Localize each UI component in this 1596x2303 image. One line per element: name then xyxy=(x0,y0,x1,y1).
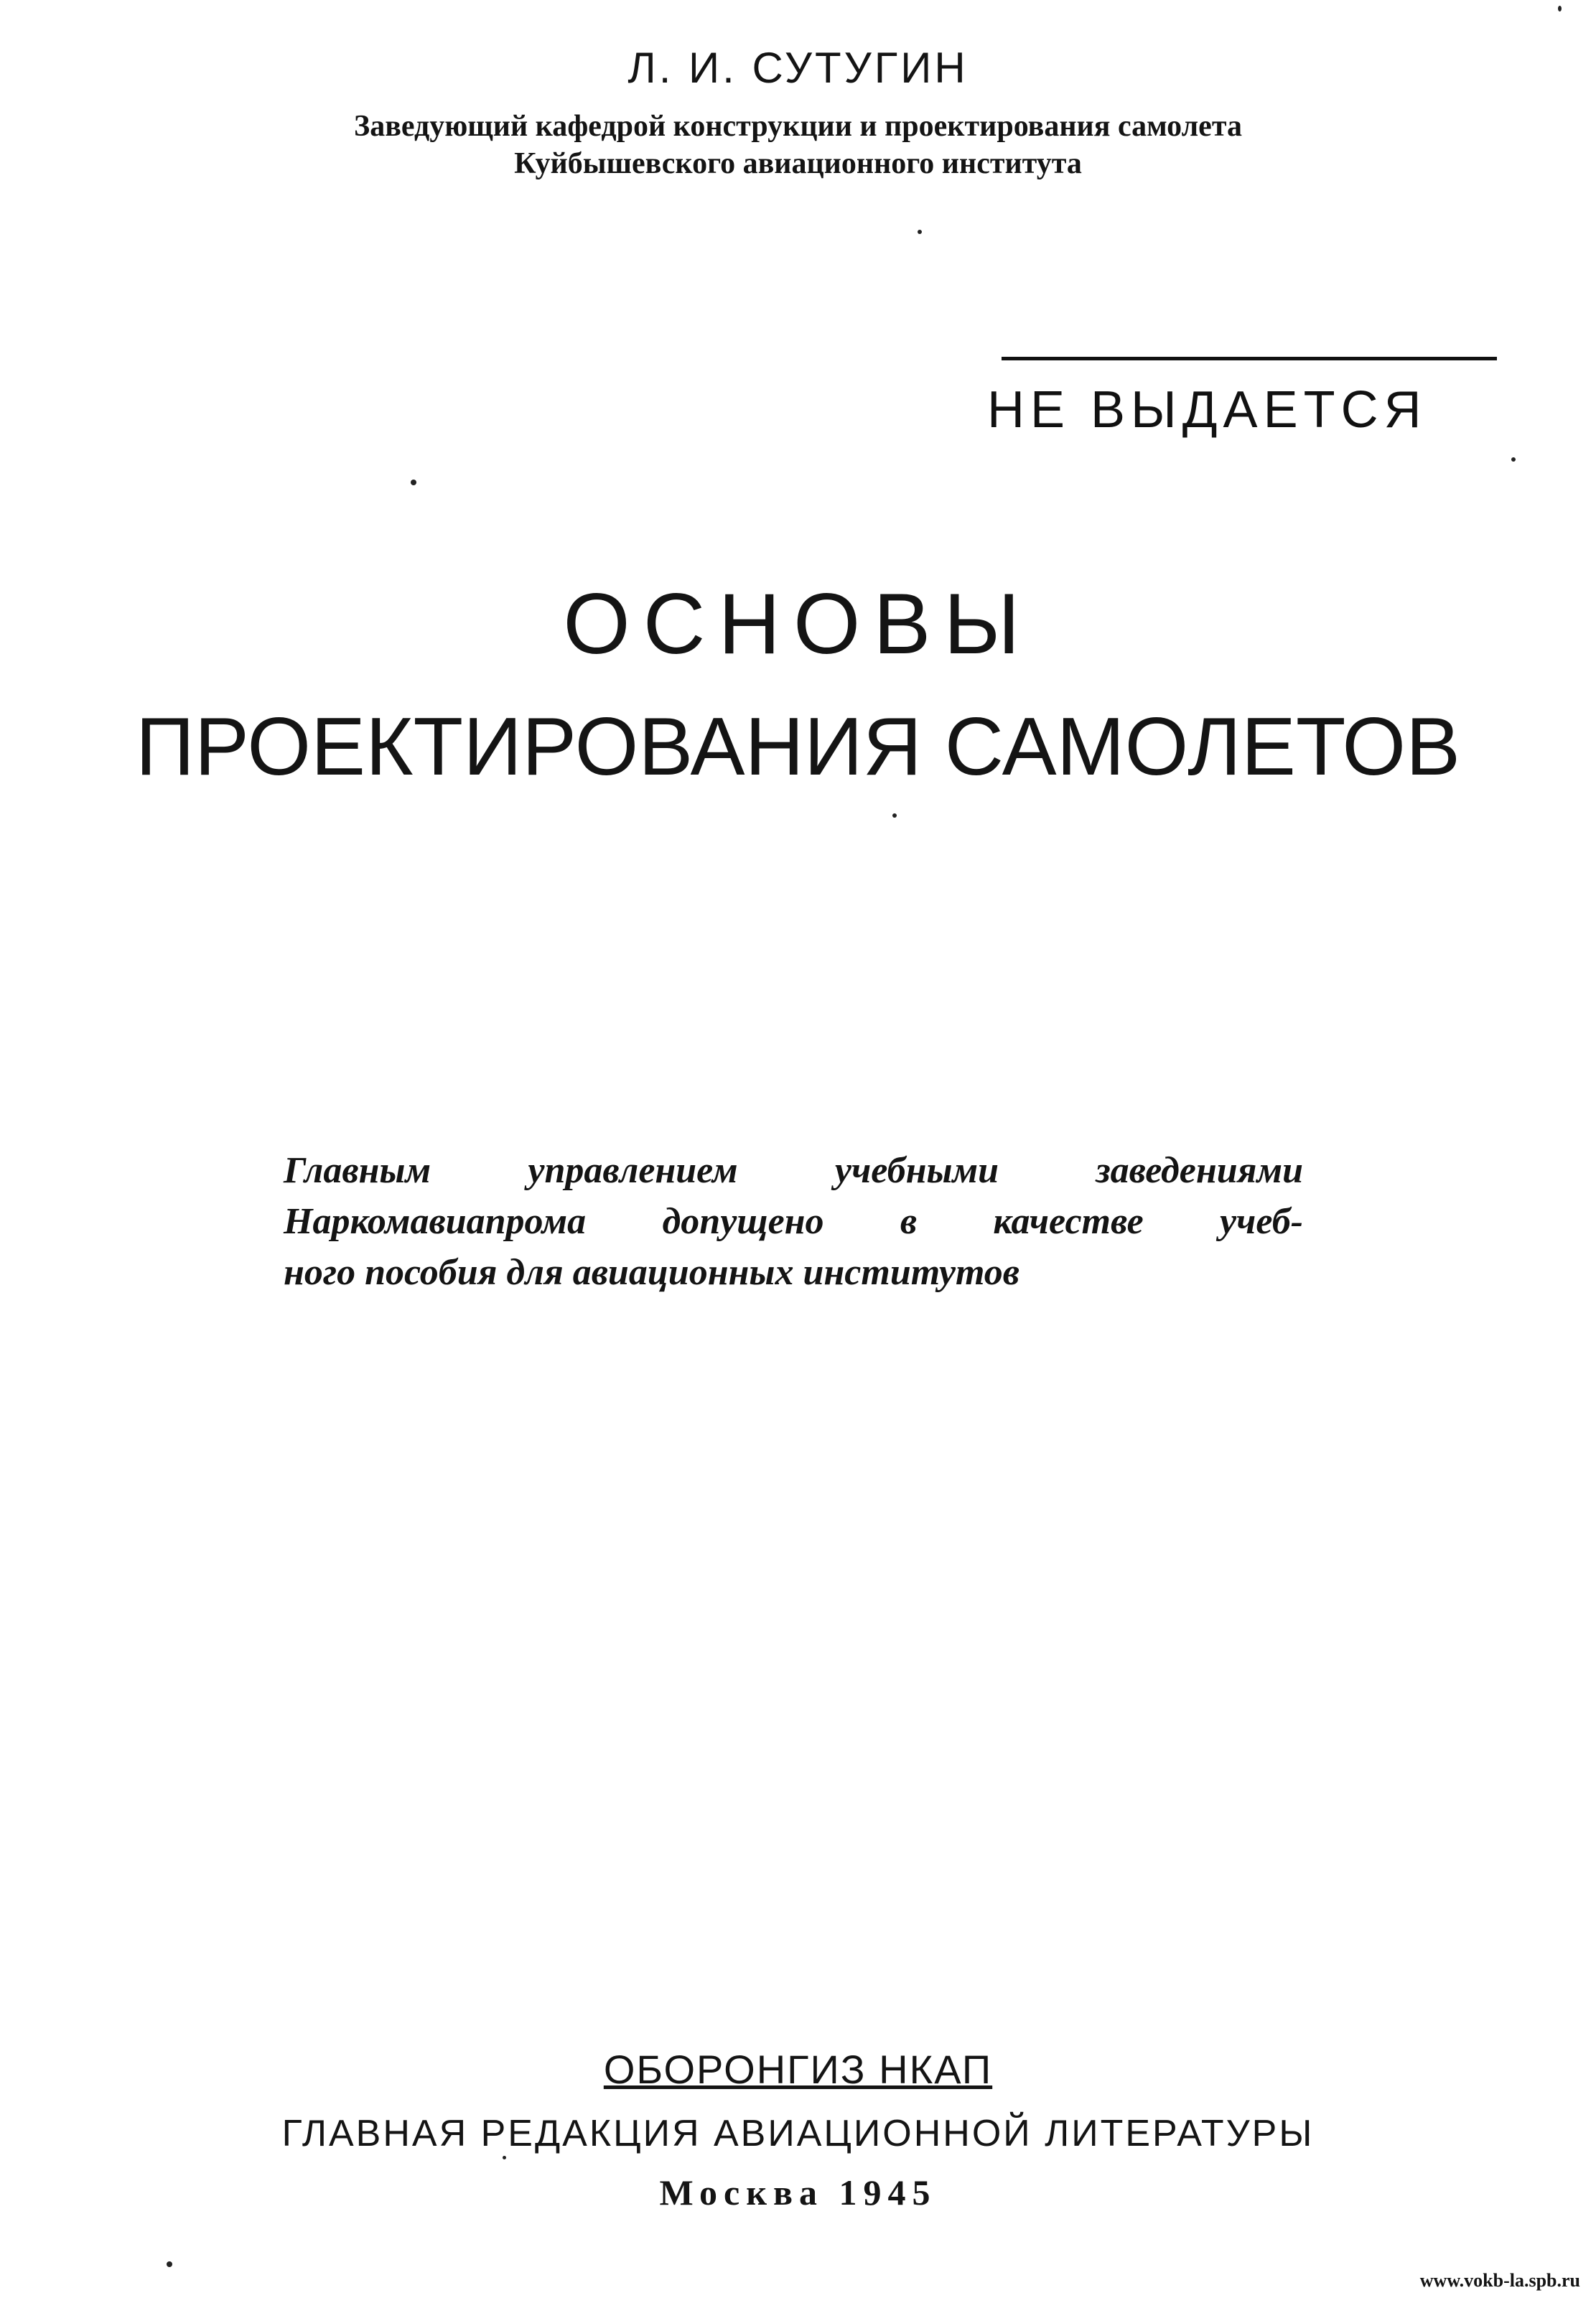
scan-speck xyxy=(167,2261,172,2267)
scan-speck xyxy=(892,813,897,818)
publisher-name: ОБОРОНГИЗ НКАП xyxy=(603,2047,993,2092)
book-title-line-2: ПРОЕКТИРОВАНИЯ САМОЛЕТОВ xyxy=(135,701,1461,793)
library-stamp: НЕ ВЫДАЕТСЯ xyxy=(987,381,1427,439)
approval-line-1: Главным управлением учебными заведениями xyxy=(284,1150,1303,1191)
author-name: Л. И. СУТУГИН xyxy=(627,44,969,92)
book-title-line-1: ОСНОВЫ xyxy=(563,576,1033,672)
approval-notice xyxy=(284,1145,1303,1298)
approval-line-3: ного пособия для авиационных институтов xyxy=(284,1252,1019,1293)
scan-speck xyxy=(1511,457,1516,462)
affiliation-line-2: Куйбышевского авиационного института xyxy=(514,147,1082,180)
author-affiliation xyxy=(0,108,1596,182)
affiliation-line-1: Заведующий кафедрой конструкции и проектирования самолета xyxy=(354,110,1242,143)
scan-speck xyxy=(411,480,416,485)
scan-speck xyxy=(918,230,922,234)
scan-speck xyxy=(503,2156,506,2159)
scan-speck xyxy=(1558,6,1562,11)
publisher-redaction: ГЛАВНАЯ РЕДАКЦИЯ АВИАЦИОННОЙ ЛИТЕРАТУРЫ xyxy=(281,2113,1315,2154)
city-year: Москва 1945 xyxy=(659,2172,937,2213)
stamp-rule xyxy=(1002,357,1497,360)
approval-line-2: Наркомавиапрома допущено в качестве учеб- xyxy=(284,1201,1303,1242)
source-url: www.vokb-la.spb.ru xyxy=(1419,2270,1580,2291)
